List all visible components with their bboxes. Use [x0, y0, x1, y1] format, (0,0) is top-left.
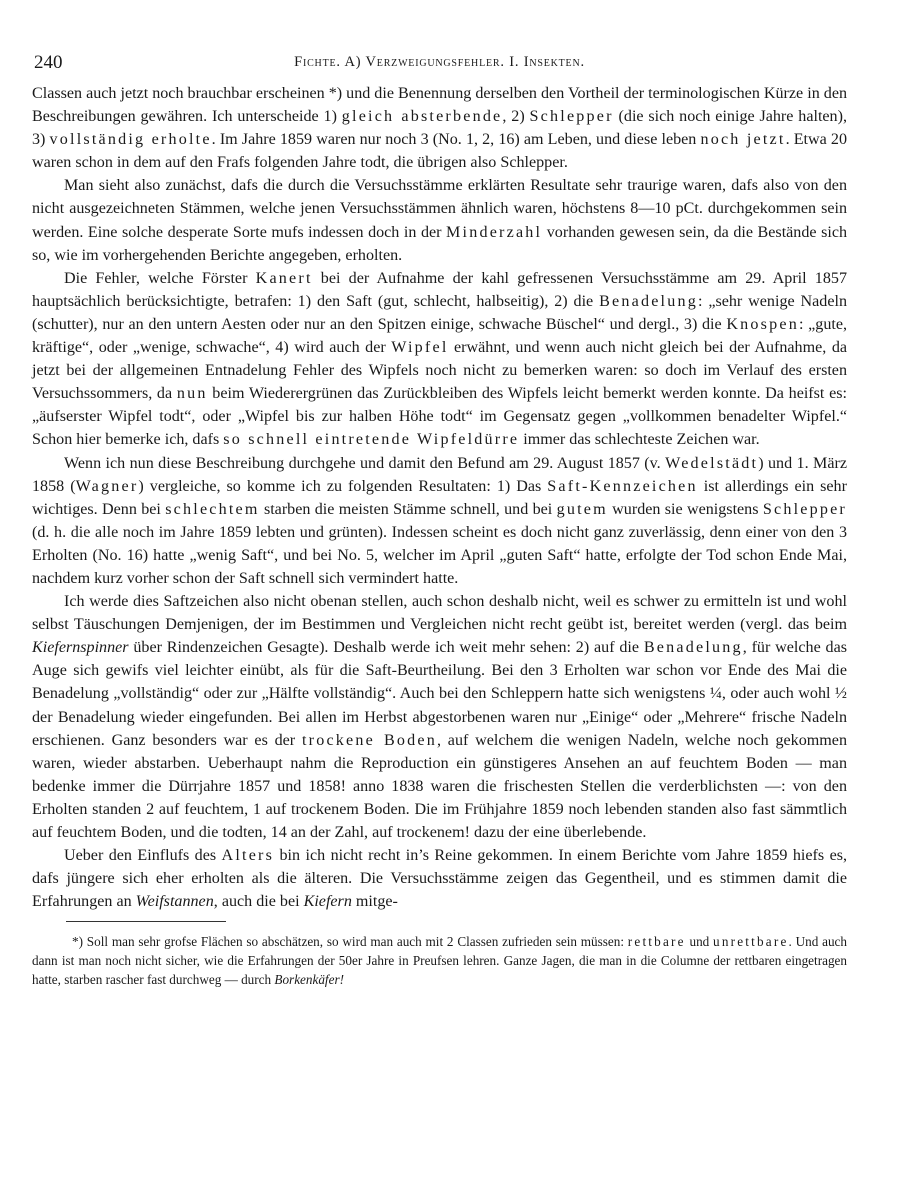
spaced-emphasis: noch jetzt: [700, 131, 786, 149]
text-run: . Und auch dann ist man noch nicht sicher, wie die Erfahrungen der 50er Jahre in Preufsen lehren. Ganze Jagen, die man in die Columne der rettbaren eingetragen hatte, starben rascher fast durchweg — durch: [32, 934, 847, 988]
spaced-emphasis: rettbare: [627, 934, 686, 950]
spaced-emphasis: Saft-Kennzeichen: [547, 477, 698, 495]
text-run: Ich werde dies Saftzeichen also nicht obenan stellen, auch schon deshalb nicht, weil es schwer zu ermitteln ist und wohl selbst Täuschungen Demjenigen, der im Bestimmen und Vergleichen nicht recht geübt ist, bereitet werden (vergl. das beim: [32, 593, 847, 634]
text-run: über Rindenzeichen Gesagte). Deshalb werde ich weit mehr sehen: 2) auf die: [128, 639, 644, 657]
body-text: [32, 82, 847, 913]
text-run: beim Wiederergrünen das Zurückbleiben des Wipfels leicht bemerkt werden konnte. Da heifst es: „äufserster Wipfel todt“, oder „Wipfel bis zur halben Höhe todt“ im Gegensatz gegen „vollkommen benadelter Wipfel.“ Schon hier bemerke ich, dafs: [32, 385, 847, 449]
spaced-emphasis: Knospen: [726, 315, 799, 333]
italic-term: Weifstannen: [135, 893, 214, 911]
text-run: vorhanden gewesen sein, da die Bestände sich so, wie im vorhergehenden Berichte angegeben, erholten.: [32, 223, 848, 264]
text-run: bei der Aufnahme der kahl gefressenen Versuchsstämme am 29. April 1857 hauptsächlich berücksichtigte, betrafen: 1) den Saft (gut, schlecht, halbseitig), 2) die: [32, 269, 847, 310]
footnote-divider: [66, 921, 226, 922]
paragraph: [32, 82, 847, 174]
text-run: (die sich noch einige Jahre halten), 3): [32, 108, 847, 149]
page-number: 240: [34, 52, 63, 73]
text-run: erwähnt, und wenn auch nicht gleich bei der Aufnahme, da jetzt bei der allgemeinen Entnadelung Fehler des Wipfels noch nicht zu bemerken waren: so doch im Verlauf des ersten Versuchssommers, da: [32, 339, 848, 403]
text-run: Man sieht also zunächst, dafs die durch die Versuchsstämme erklärten Resultate sehr traurige waren, dafs also von den nicht ausgezeichneten Stämmen, welche jenen Versuchsstämmen ähnlich waren, höchstens 8—10 pCt. durchgekommen sein werden. Eine solche desperate Sorte mufs indessen doch in der: [32, 177, 847, 241]
spaced-emphasis: Alters: [221, 847, 275, 865]
spaced-emphasis: nun: [176, 385, 208, 403]
text-run: , 2): [502, 108, 530, 126]
spaced-emphasis: gutem: [556, 500, 608, 518]
spaced-emphasis: Wipfel: [391, 339, 449, 357]
text-run: (d. h. die alle noch im Jahre 1859 lebten und grünten). Indessen scheint es doch nicht ganz zuverlässig, denn einer von den 3 Erholten (No. 16) hatte „wenig Saft“, und bei No. 5, welcher im April „guten Saft“ hatte, erfolgte der Tod schon Ende Mai, nachdem kurz vorher schon der Saft schnell sich vermindert hatte.: [32, 523, 847, 587]
text-run: Classen auch jetzt noch brauchbar erscheinen *) und die Benennung derselben den Vortheil der terminologischen Kürze in den Beschreibungen gewähren. Ich unterscheide 1): [32, 85, 848, 126]
text-run: *) Soll man sehr grofse Flächen so abschätzen, so wird man auch mit 2 Classen zufrieden sein müssen:: [72, 934, 628, 950]
text-run: , auch die bei: [213, 893, 304, 911]
spaced-emphasis: Benadelung: [599, 292, 698, 310]
spaced-emphasis: Schlepper: [529, 108, 614, 126]
text-run: starben die meisten Stämme schnell, und bei: [259, 500, 557, 518]
text-run: und: [685, 934, 714, 950]
italic-term: Borkenkäfer!: [274, 972, 344, 988]
text-run: . Etwa 20 waren schon in dem auf den Frafs folgenden Jahre todt, die übrigen also Schlepper.: [32, 131, 847, 172]
paragraph: [32, 267, 847, 452]
paragraph: [32, 590, 847, 844]
spaced-emphasis: schlechtem: [165, 500, 260, 518]
spaced-emphasis: Kanert: [255, 269, 313, 287]
text-run: bin ich nicht recht in’s Reine gekommen. In einem Berichte vom Jahre 1859 hiefs es, dafs jüngere sich eher erholten als die älteren. Die Versuchsstämme zeigen das Gegentheil, und es stimmen damit die Erfahrungen an: [32, 847, 847, 911]
spaced-emphasis: Wedelstädt: [665, 454, 759, 472]
text-run: , für welche das Auge sich gewifs viel leichter einübt, als für die Saft-Beurtheilung. Bei den 3 Erholten war schon vor Ende des Mai die Benadelung „vollständig“ oder zur „Hälfte vollständig“. Auch bei den Schleppern hatte sich wenigstens ¼, oder auch wohl ½ der Benadelung wieder eingefunden. Bei allen im Herbst abgestorbenen waren nur „Einige“ oder „Mehrere“ frische Nadeln erschienen. Ganz besonders war es der: [32, 639, 847, 749]
spaced-emphasis: trockene Boden: [301, 731, 437, 749]
italic-term: Kiefernspinner: [32, 639, 129, 657]
footnote: [32, 932, 847, 989]
text-run: mitge-: [351, 893, 398, 911]
book-page: [32, 48, 847, 989]
spaced-emphasis: Schlepper: [762, 500, 847, 518]
text-run: ist allerdings ein sehr wichtiges. Denn bei: [32, 477, 847, 518]
spaced-emphasis: so schnell eintretende Wipfeldürre: [223, 431, 520, 449]
text-run: immer das schlechteste Zeichen war.: [519, 431, 760, 449]
paragraph: [32, 844, 847, 913]
italic-term: Kiefern: [303, 893, 352, 911]
spaced-emphasis: vollständig erholte: [49, 131, 212, 149]
text-run: Ueber den Einflufs des: [64, 847, 222, 865]
text-run: : „sehr wenige Nadeln (schutter), nur an den untern Aesten oder nur an den Spitzen einige, schwache Büschel“ und dergl., 3) die: [32, 292, 847, 333]
text-run: , auf welchem die wenigen Nadeln, welche noch gekommen waren, wieder abstarben. Ueberhaupt nahm die Reproduction ein günstigeres Ansehen an auf feuchtem Boden — man bedenke immer die Dürrjahre 1857 und 1858! anno 1838 waren die frischesten Stellen die verderblichsten —: von den Erholten standen 2 auf feuchtem, 1 auf trockenem Boden. Die im Frühjahre 1859 noch lebenden standen also fast sämmtlich auf feuchtem Boden, und die todten, 14 an der Zahl, auf trockenem! dazu der eine überlebende.: [32, 731, 847, 841]
paragraph: [32, 174, 847, 266]
text-run: wurden sie wenigstens: [607, 500, 763, 518]
text-run: : „gute, kräftige“, oder „wenige, schwache“, 4) wird auch der: [32, 315, 848, 357]
spaced-emphasis: Benadelung: [643, 639, 743, 657]
spaced-emphasis: gleich absterbende: [341, 108, 503, 126]
paragraph: [32, 452, 847, 591]
text-run: Die Fehler, welche Förster: [64, 269, 256, 287]
text-run: Wenn ich nun diese Beschreibung durchgehe und damit den Befund am 29. August 1857 (v.: [64, 454, 666, 472]
text-run: ) und 1. März 1858 (: [32, 454, 847, 495]
page-header: [32, 48, 847, 74]
running-head: Fichte. A) Verzweigungsfehler. I. Insekten.: [294, 54, 585, 70]
text-run: ) vergleiche, so komme ich zu folgenden Resultaten: 1) Das: [138, 477, 548, 495]
spaced-emphasis: Minderzahl: [446, 223, 543, 241]
spaced-emphasis: unrettbare: [713, 934, 789, 950]
text-run: . Im Jahre 1859 waren nur noch 3 (No. 1, 2, 16) am Leben, und diese leben: [211, 131, 701, 149]
spaced-emphasis: Wagner: [75, 477, 139, 495]
